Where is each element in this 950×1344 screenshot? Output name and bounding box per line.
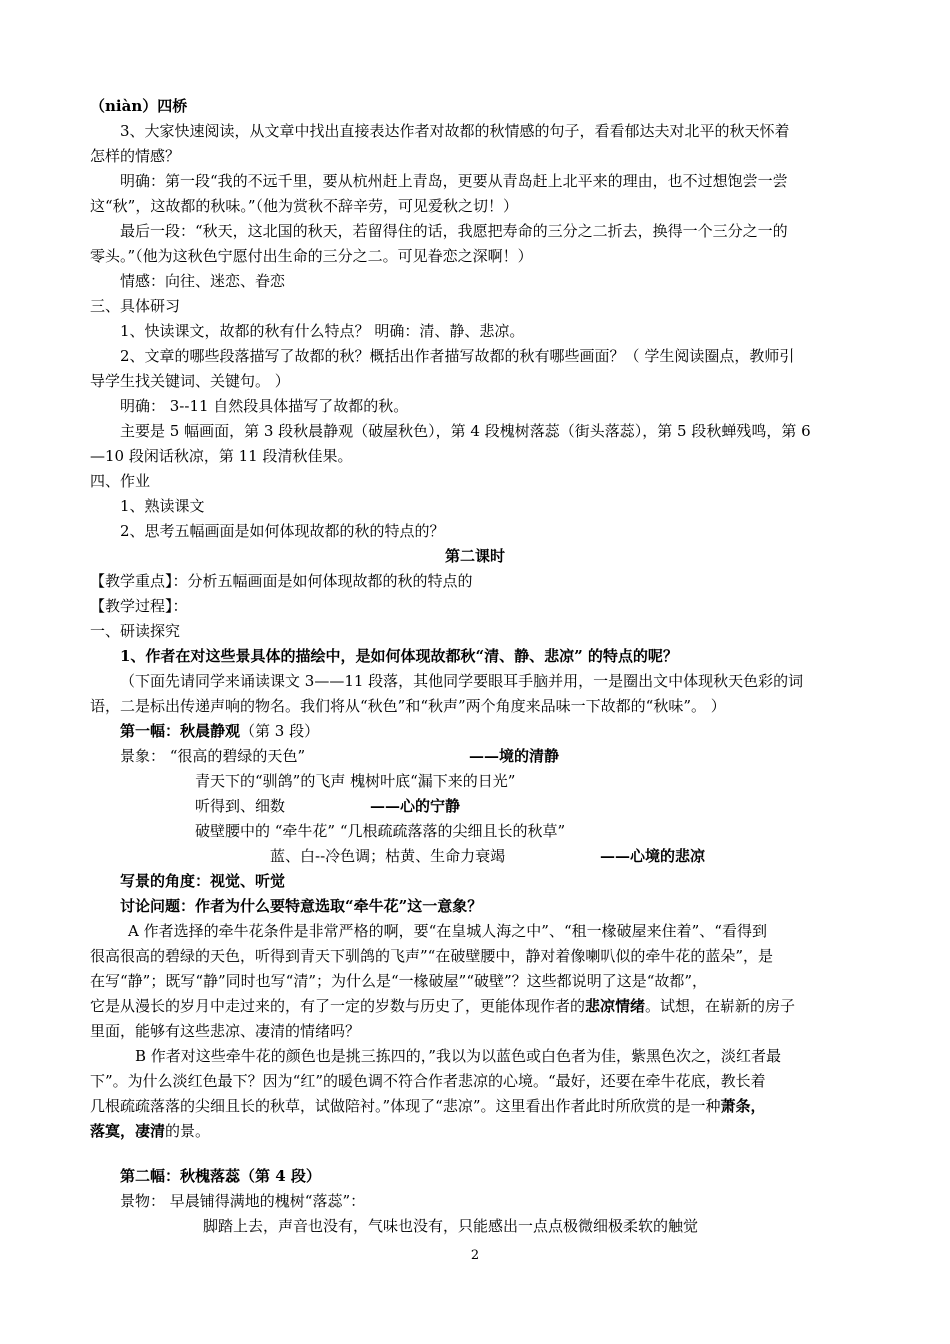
- text-line: （下面先请同学来诵读课文 3——11 段落，其他同学要眼耳手脑并用，一是圈出文中体现秋天色彩的词: [120, 672, 804, 690]
- text-line: 景物： 早晨铺得满地的槐树“落蕊”：: [120, 1192, 366, 1210]
- text-line: ——心境的悲凉: [600, 847, 706, 865]
- text-line: 最后一段：“秋天，这北国的秋天，若留得住的话，我愿把寿命的三分之二折去，换得一个三分之一的: [120, 222, 788, 240]
- text-line: （niàn）四桥: [90, 97, 188, 115]
- text-line: 写景的角度：视觉、听觉: [120, 872, 286, 890]
- text-line: 3、大家快速阅读，从文章中找出直接表达作者对故都的秋情感的句子，看看郁达夫对北平的秋天怀着: [120, 122, 790, 140]
- text-line: 【教学重点】：分析五幅画面是如何体现故都的秋的特点的: [90, 572, 473, 590]
- section-heading: 一、研读探究: [90, 622, 181, 640]
- text-line: 情感：向往、迷恋、眷恋: [120, 272, 286, 290]
- text-line: —10 段闲话秋凉，第 11 段清秋佳果。: [90, 447, 353, 465]
- text-line: 里面，能够有这些悲凉、凄清的情绪吗？: [90, 1022, 361, 1040]
- text-line: A 作者选择的牵牛花条件是非常严格的啊，要“在皇城人海之中”、“租一椽破屋来住着”、“看得到: [128, 922, 767, 940]
- text-line: 1、作者在对这些景具体的描绘中，是如何体现故都秋“清、静、悲凉” 的特点的呢？: [120, 647, 678, 665]
- text-line: ——心的宁静: [370, 797, 461, 815]
- text-line: 第二幅：秋槐落蕊（第 4 段）: [120, 1167, 321, 1185]
- text-line: [90, 996, 880, 1016]
- text-line: 【教学过程】：: [90, 597, 188, 615]
- text-line: 景象： “很高的碧绿的天色”: [120, 747, 306, 765]
- section-heading: 三、具体研习: [90, 297, 181, 315]
- text-line: 听得到、细数: [195, 797, 286, 815]
- text-line: 这“秋”，这故都的秋味。”（他为赏秋不辞辛劳，可见爱秋之切！）: [90, 197, 519, 215]
- text-line: 青天下的“驯鸽”的飞声 槐树叶底“漏下来的日光”: [195, 772, 516, 790]
- text-line: 怎样的情感？: [90, 147, 181, 165]
- page-number: 2: [470, 1248, 480, 1263]
- text-span: 的景。: [165, 1122, 211, 1140]
- bold-span: 悲凉情绪: [585, 997, 646, 1015]
- text-line: 零头。”（他为这秋色宁愿付出生命的三分之二。可见眷恋之深啊！）: [90, 247, 533, 265]
- lesson-title: 第二课时: [444, 547, 505, 565]
- text-line: [120, 721, 910, 741]
- text-line: 明确： 3--11 自然段具体描写了故都的秋。: [120, 397, 409, 415]
- bold-span: 萧条，: [720, 1097, 766, 1115]
- text-line: 2、文章的哪些段落描写了故都的秋？概括出作者描写故都的秋有哪些画面？（ 学生阅读圈点，教师引: [120, 347, 795, 365]
- text-span: 。试想，在崭新的房子: [645, 997, 796, 1015]
- text-line: 讨论问题：作者为什么要特意选取“牵牛花”这一意象？: [120, 897, 483, 915]
- text-span: 它是从漫长的岁月中走过来的，有了一定的岁数与历史了，更能体现作者的: [90, 997, 586, 1015]
- text-line: 在写“静”；既写“静”同时也写“清”；为什么是“一椽破屋”“破壁”？这些都说明了这是“故都”，: [90, 972, 708, 990]
- text-line: 蓝、白--冷色调；枯黄、生命力衰竭: [270, 847, 506, 865]
- section-heading: 四、作业: [90, 472, 151, 490]
- text-line: 主要是 5 幅画面，第 3 段秋晨静观（破屋秋色），第 4 段槐树落蕊（街头落蕊），第 5 段秋蝉残鸣，第 6: [120, 422, 811, 440]
- text-line: 很高很高的碧绿的天色，听得到青天下驯鸽的飞声”“在破壁腰中，静对着像喇叭似的牵牛花的蓝朵”，是: [90, 947, 774, 965]
- text-line: 导学生找关键词、关键句。 ）: [90, 372, 290, 390]
- text-line: [90, 1121, 880, 1141]
- text-line: [90, 1096, 880, 1116]
- bold-span: 落寞，凄清: [90, 1122, 166, 1140]
- bold-span: 第一幅：秋晨静观: [120, 722, 241, 740]
- text-span: （第 3 段）: [240, 722, 320, 740]
- text-line: 下”。为什么淡红色最下？因为“红”的暖色调不符合作者悲凉的心境。“最好，还要在牵牛花底，教长着: [90, 1072, 766, 1090]
- text-line: 1、熟读课文: [120, 497, 205, 515]
- text-line: 脚踏上去，声音也没有，气味也没有，只能感出一点点极微细极柔软的触觉: [203, 1217, 699, 1235]
- text-line: 语，二是标出传递声响的物名。我们将从“秋色”和“秋声”两个角度来品味一下故都的“秋味”。 ）: [90, 697, 726, 715]
- text-span: 几根疏疏落落的尖细且长的秋草，试做陪衬。”体现了“悲凉”。这里看出作者此时所欣赏的是一种: [90, 1097, 721, 1115]
- text-line: 2、思考五幅画面是如何体现故都的秋的特点的？: [120, 522, 445, 540]
- text-line: 破壁腰中的 “牵牛花” “几根疏疏落落的尖细且长的秋草”: [195, 822, 566, 840]
- text-line: B 作者对这些牵牛花的颜色也是挑三拣四的，”我以为以蓝色或白色者为佳，紫黑色次之，淡红者最: [135, 1047, 781, 1065]
- text-line: 1、快读课文，故都的秋有什么特点？ 明确：清、静、悲凉。: [120, 322, 525, 340]
- text-line: 明确：第一段“我的不远千里，要从杭州赶上青岛，更要从青岛赶上北平来的理由，也不过想饱尝一尝: [120, 172, 788, 190]
- text-line: ——境的清静: [469, 747, 560, 765]
